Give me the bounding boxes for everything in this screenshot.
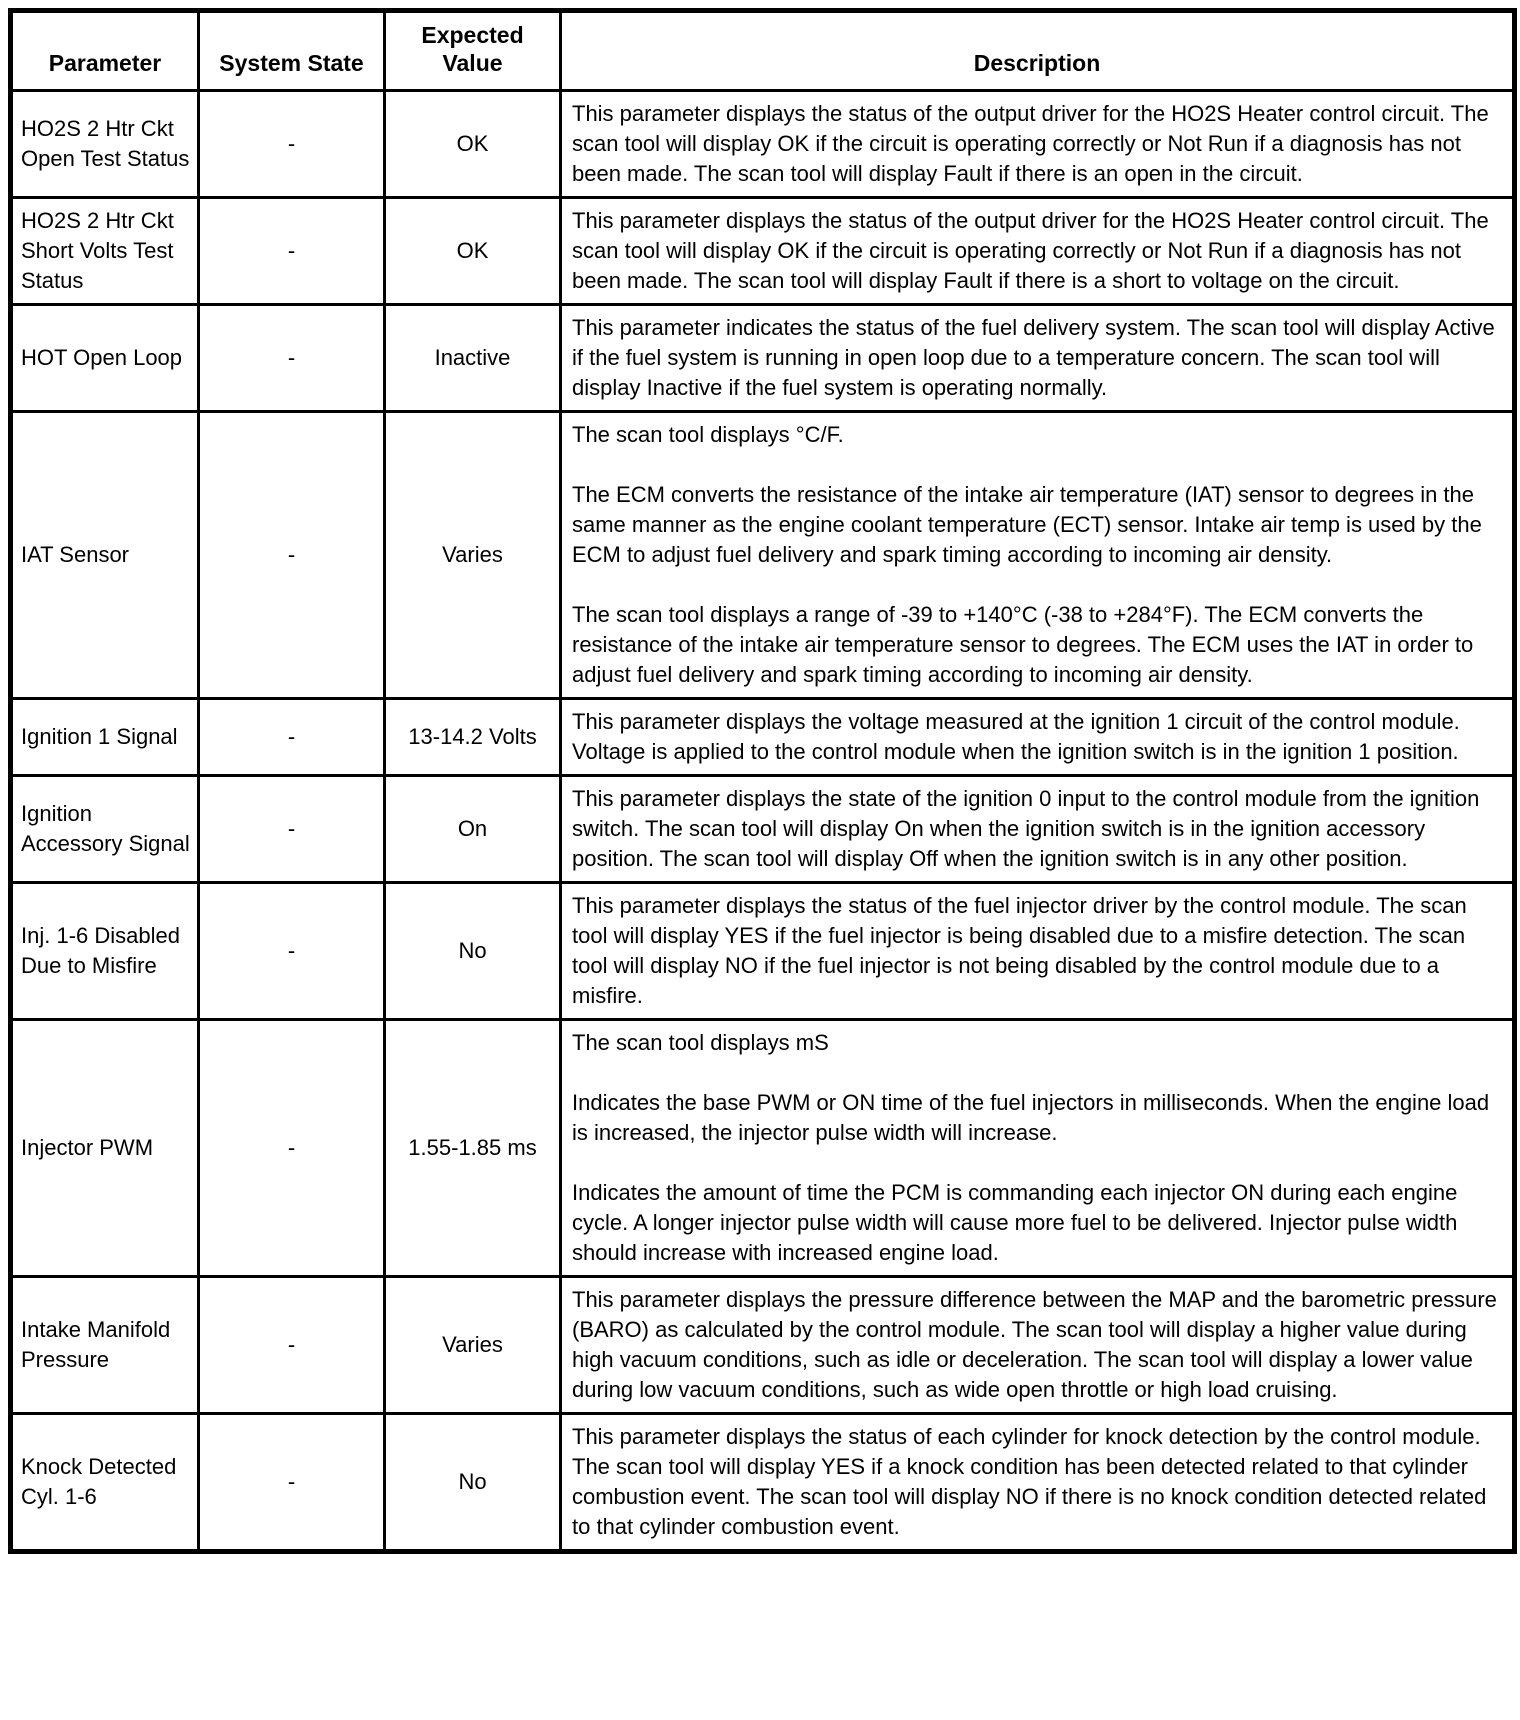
- parameter-cell: Ignition Accessory Signal: [11, 776, 199, 883]
- expected-value-cell: Inactive: [385, 305, 561, 412]
- description-paragraph: This parameter displays the pressure difference between the MAP and the barometric pressure (BARO) as calculated by the control module. The scan tool will display a higher value during high vacuum conditions, such as idle or deceleration. The scan tool will display a lower value during low vacuum conditions, such as wide open throttle or high load cruising.: [572, 1287, 1497, 1402]
- expected-value-cell: 1.55-1.85 ms: [385, 1020, 561, 1277]
- table-row: [11, 1277, 1515, 1414]
- description-paragraph: This parameter indicates the status of the fuel delivery system. The scan tool will display Active if the fuel system is running in open loop due to a temperature concern. The scan tool will display Inactive if the fuel system is operating normally.: [572, 315, 1495, 400]
- col-header-parameter: Parameter: [11, 11, 199, 91]
- table-row: [11, 412, 1515, 699]
- expected-value-cell: On: [385, 776, 561, 883]
- description-cell: [561, 1020, 1515, 1277]
- table-row: [11, 305, 1515, 412]
- description-paragraph: The scan tool displays mS: [572, 1030, 829, 1055]
- description-paragraph: Indicates the base PWM or ON time of the fuel injectors in milliseconds. When the engine load is increased, the injector pulse width will increase.: [572, 1090, 1490, 1145]
- expected-value-cell: No: [385, 1414, 561, 1552]
- parameter-cell: Inj. 1-6 Disabled Due to Misfire: [11, 883, 199, 1020]
- description-paragraph: The scan tool displays a range of -39 to +140°C (-38 to +284°F). The ECM converts the resistance of the intake air temperature sensor to degrees. The ECM uses the IAT in order to adjust fuel delivery and spark timing according to incoming air density.: [572, 602, 1474, 687]
- description-cell: [561, 305, 1515, 412]
- description-paragraph: This parameter displays the status of the output driver for the HO2S Heater control circuit. The scan tool will display OK if the circuit is operating correctly or Not Run if a diagnosis has not been made. The scan tool will display Fault if there is an open in the circuit.: [572, 101, 1489, 186]
- system-state-cell: -: [199, 198, 385, 305]
- description-paragraph: This parameter displays the status of the output driver for the HO2S Heater control circuit. The scan tool will display OK if the circuit is operating correctly or Not Run if a diagnosis has not been made. The scan tool will display Fault if there is a short to voltage on the circuit.: [572, 208, 1489, 293]
- description-paragraph: The ECM converts the resistance of the intake air temperature (IAT) sensor to degrees in the same manner as the engine coolant temperature (ECT) sensor. Intake air temp is used by the ECM to adjust fuel delivery and spark timing according to incoming air density.: [572, 482, 1482, 567]
- table-row: [11, 91, 1515, 198]
- table-row: [11, 883, 1515, 1020]
- parameter-cell: HO2S 2 Htr Ckt Open Test Status: [11, 91, 199, 198]
- col-header-expected-value: Expected Value: [385, 11, 561, 91]
- description-paragraph: This parameter displays the status of each cylinder for knock detection by the control module. The scan tool will display YES if a knock condition has been detected related to that cylinder combustion event. The scan tool will display NO if there is no knock condition detected related to that cylinder combustion event.: [572, 1424, 1487, 1539]
- expected-value-cell: OK: [385, 198, 561, 305]
- system-state-cell: -: [199, 1414, 385, 1552]
- description-cell: [561, 699, 1515, 776]
- parameter-cell: Injector PWM: [11, 1020, 199, 1277]
- description-cell: [561, 1414, 1515, 1552]
- system-state-cell: -: [199, 1020, 385, 1277]
- parameter-cell: IAT Sensor: [11, 412, 199, 699]
- description-cell: [561, 198, 1515, 305]
- expected-value-cell: Varies: [385, 1277, 561, 1414]
- description-cell: [561, 91, 1515, 198]
- expected-value-cell: Varies: [385, 412, 561, 699]
- table-row: [11, 198, 1515, 305]
- description-cell: [561, 883, 1515, 1020]
- description-paragraph: This parameter displays the voltage measured at the ignition 1 circuit of the control module. Voltage is applied to the control module when the ignition switch is in the ignition 1 position.: [572, 709, 1460, 764]
- expected-value-cell: 13-14.2 Volts: [385, 699, 561, 776]
- description-cell: [561, 412, 1515, 699]
- parameter-cell: Intake Manifold Pressure: [11, 1277, 199, 1414]
- description-paragraph: This parameter displays the state of the ignition 0 input to the control module from the ignition switch. The scan tool will display On when the ignition switch is in the ignition accessory position. The scan tool will display Off when the ignition switch is in any other position.: [572, 786, 1480, 871]
- system-state-cell: -: [199, 412, 385, 699]
- system-state-cell: -: [199, 883, 385, 1020]
- col-header-system-state: System State: [199, 11, 385, 91]
- description-paragraph: This parameter displays the status of the fuel injector driver by the control module. The scan tool will display YES if the fuel injector is being disabled due to a misfire detection. The scan tool will display NO if the fuel injector is not being disabled by the control module due to a misfire.: [572, 893, 1467, 1008]
- parameter-cell: HOT Open Loop: [11, 305, 199, 412]
- system-state-cell: -: [199, 776, 385, 883]
- table-row: [11, 776, 1515, 883]
- expected-value-cell: OK: [385, 91, 561, 198]
- parameter-cell: Ignition 1 Signal: [11, 699, 199, 776]
- description-paragraph: The scan tool displays °C/F.: [572, 422, 844, 447]
- table-row: [11, 1020, 1515, 1277]
- table-row: [11, 1414, 1515, 1552]
- table-row: [11, 699, 1515, 776]
- header-row: [11, 11, 1515, 91]
- parameter-cell: Knock Detected Cyl. 1-6: [11, 1414, 199, 1552]
- system-state-cell: -: [199, 1277, 385, 1414]
- system-state-cell: -: [199, 91, 385, 198]
- parameter-table: [8, 8, 1517, 1554]
- system-state-cell: -: [199, 305, 385, 412]
- col-header-description: Description: [561, 11, 1515, 91]
- description-cell: [561, 776, 1515, 883]
- parameter-cell: HO2S 2 Htr Ckt Short Volts Test Status: [11, 198, 199, 305]
- description-cell: [561, 1277, 1515, 1414]
- description-paragraph: Indicates the amount of time the PCM is commanding each injector ON during each engine cycle. A longer injector pulse width will cause more fuel to be delivered. Injector pulse width should increase with increased engine load.: [572, 1180, 1458, 1265]
- system-state-cell: -: [199, 699, 385, 776]
- expected-value-cell: No: [385, 883, 561, 1020]
